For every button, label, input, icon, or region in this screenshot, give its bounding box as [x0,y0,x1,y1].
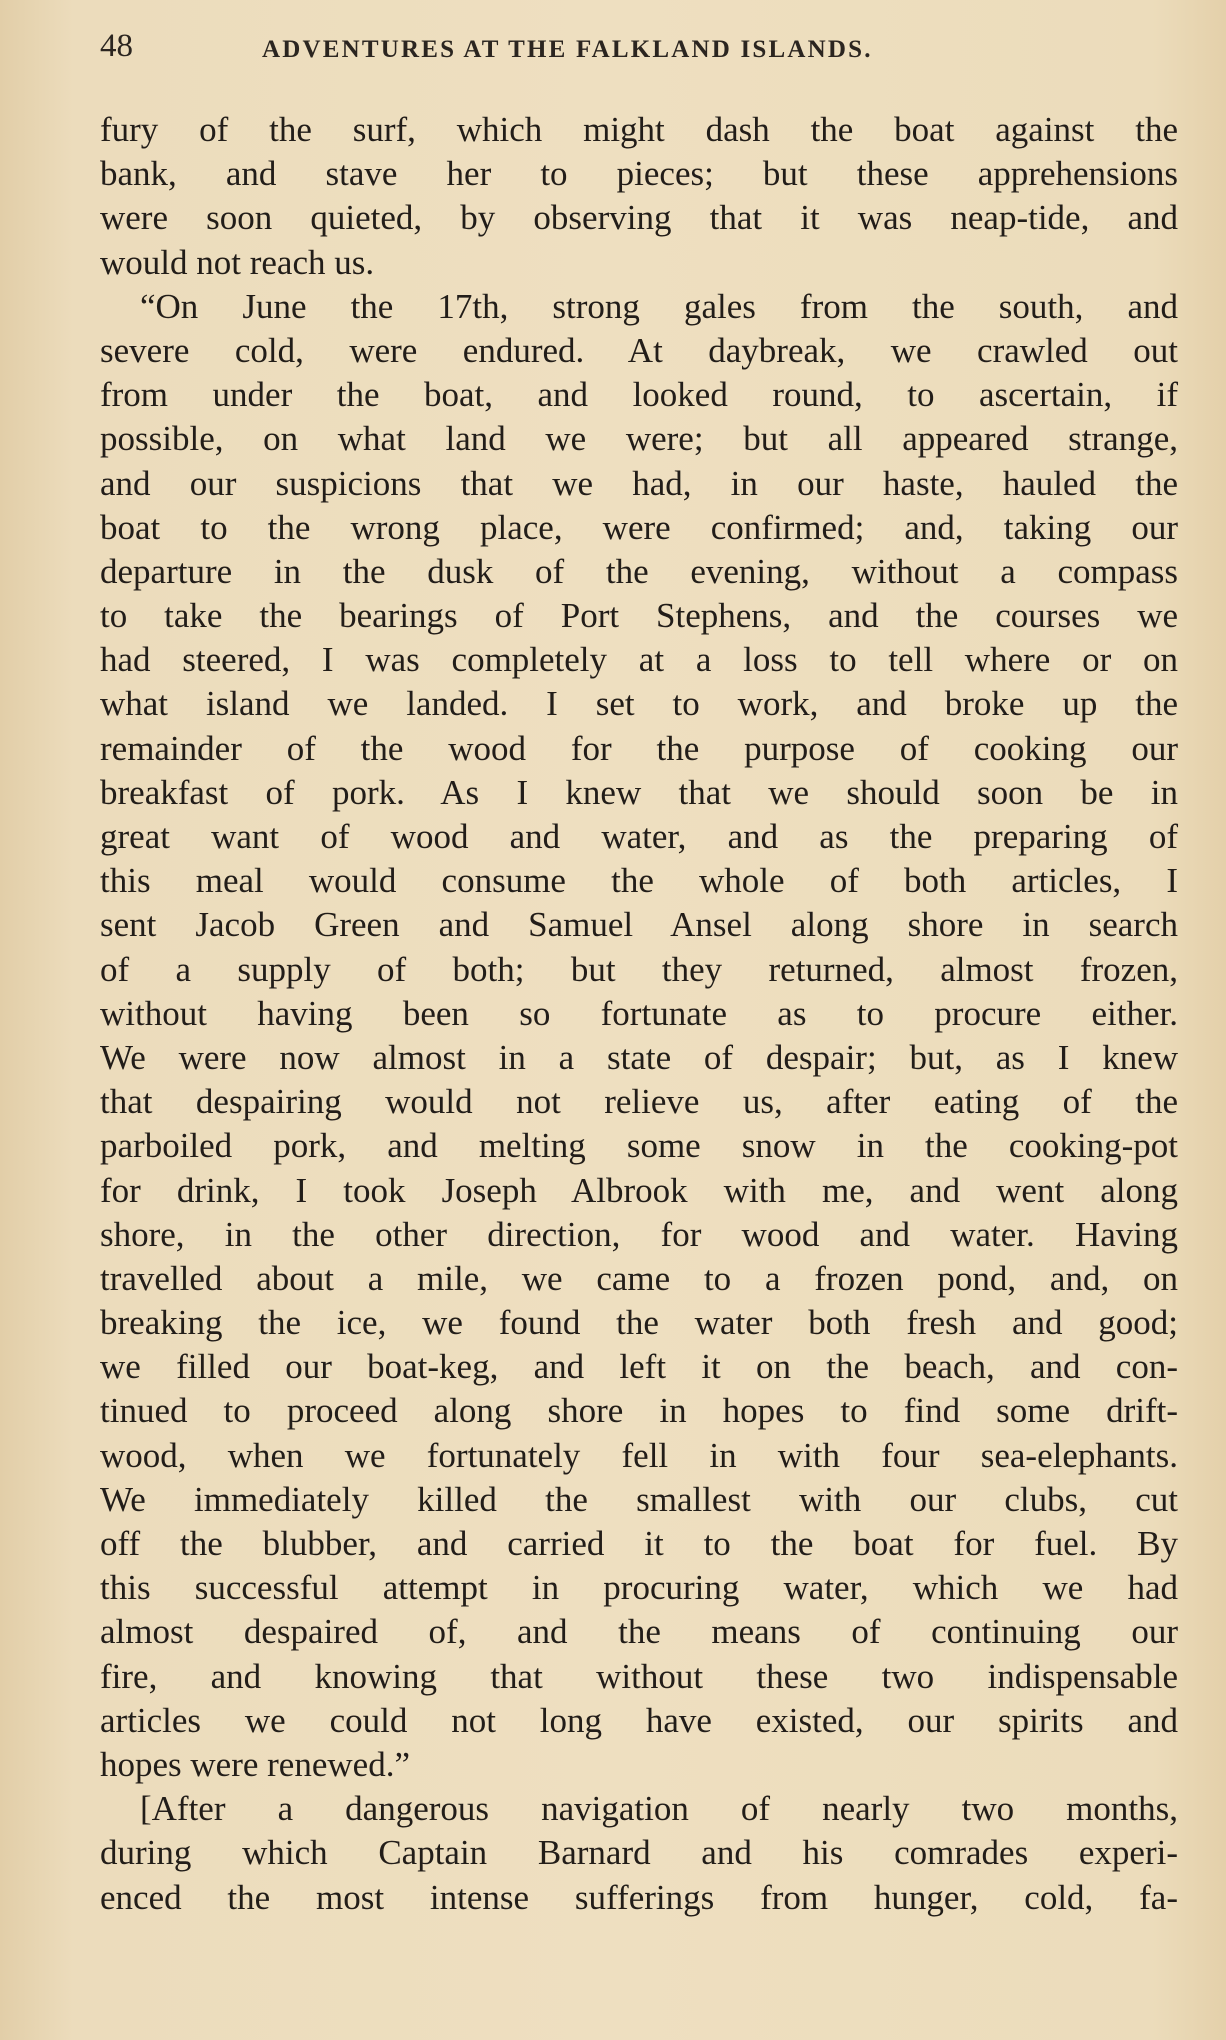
text-line: tinued to proceed along shore in hopes to find some drift- [100,1391,1178,1431]
text-line: for drink, I took Joseph Albrook with me, and went along [100,1170,1178,1210]
text-line: breaking the ice, we found the water both fresh and good; [100,1303,1178,1343]
body-text [100,108,1178,1920]
text-line: what island we landed. I set to work, and broke up the [100,684,1178,724]
text-line: of a supply of both; but they returned, almost frozen, [100,949,1178,989]
text-line: possible, on what land we were; but all appeared strange, [100,419,1178,459]
text-line: were soon quieted, by observing that it was neap-tide, and [100,198,1178,238]
text-line: fury of the surf, which might dash the boat against the [100,110,1178,149]
text-line: sent Jacob Green and Samuel Ansel along shore in search [100,905,1178,945]
text-line: remainder of the wood for the purpose of cooking our [100,728,1178,768]
text-line: without having been so fortunate as to procure either. [100,993,1178,1033]
text-line: bank, and stave her to pieces; but these apprehensions [100,154,1178,194]
text-line: hopes were renewed.” [100,1744,410,1784]
text-line: “On June the 17th, strong gales from the south, and [140,286,1178,326]
text-line: this successful attempt in procuring water, which we had [100,1568,1178,1608]
text-line: enced the most intense sufferings from hunger, cold, fa- [100,1877,1178,1917]
text-line: [After a dangerous navigation of nearly two months, [140,1789,1178,1829]
text-line: articles we could not long have existed, our spirits and [100,1700,1178,1740]
text-line: great want of wood and water, and as the preparing of [100,817,1178,856]
text-line: that despairing would not relieve us, after eating of the [100,1082,1178,1122]
text-line: We immediately killed the smallest with our clubs, cut [100,1479,1178,1519]
text-line: departure in the dusk of the evening, without a compass [100,551,1178,591]
text-line: travelled about a mile, we came to a frozen pond, and, on [100,1258,1178,1298]
page-header [100,28,1140,72]
text-line: boat to the wrong place, were confirmed; and, taking our [100,507,1178,547]
text-line: parboiled pork, and melting some snow in the cooking-pot [100,1126,1178,1166]
text-line: breakfast of pork. As I knew that we should soon be in [100,772,1178,812]
running-head: ADVENTURES AT THE FALKLAND ISLANDS. [262,36,873,63]
text-line: off the blubber, and carried it to the boat for fuel. By [100,1524,1178,1563]
text-line: we filled our boat-keg, and left it on the beach, and con- [100,1347,1178,1387]
text-line: wood, when we fortunately fell in with four sea-elephants. [100,1435,1178,1475]
text-line: to take the bearings of Port Stephens, and the courses we [100,596,1178,636]
text-line: and our suspicions that we had, in our haste, hauled the [100,463,1178,503]
text-line: fire, and knowing that without these two indispensable [100,1656,1178,1696]
text-line: would not reach us. [100,242,375,282]
page-number: 48 [100,28,133,64]
text-line: during which Captain Barnard and his comrades experi- [100,1833,1178,1873]
text-line: almost despaired of, and the means of continuing our [100,1612,1178,1652]
text-line: from under the boat, and looked round, to ascertain, if [100,375,1178,415]
text-line: shore, in the other direction, for wood and water. Having [100,1214,1178,1254]
text-line: had steered, I was completely at a loss to tell where or on [100,640,1178,680]
text-line: We were now almost in a state of despair; but, as I knew [100,1037,1178,1077]
text-line: severe cold, were endured. At daybreak, we crawled out [100,330,1178,370]
text-line: this meal would consume the whole of both articles, I [100,861,1178,901]
